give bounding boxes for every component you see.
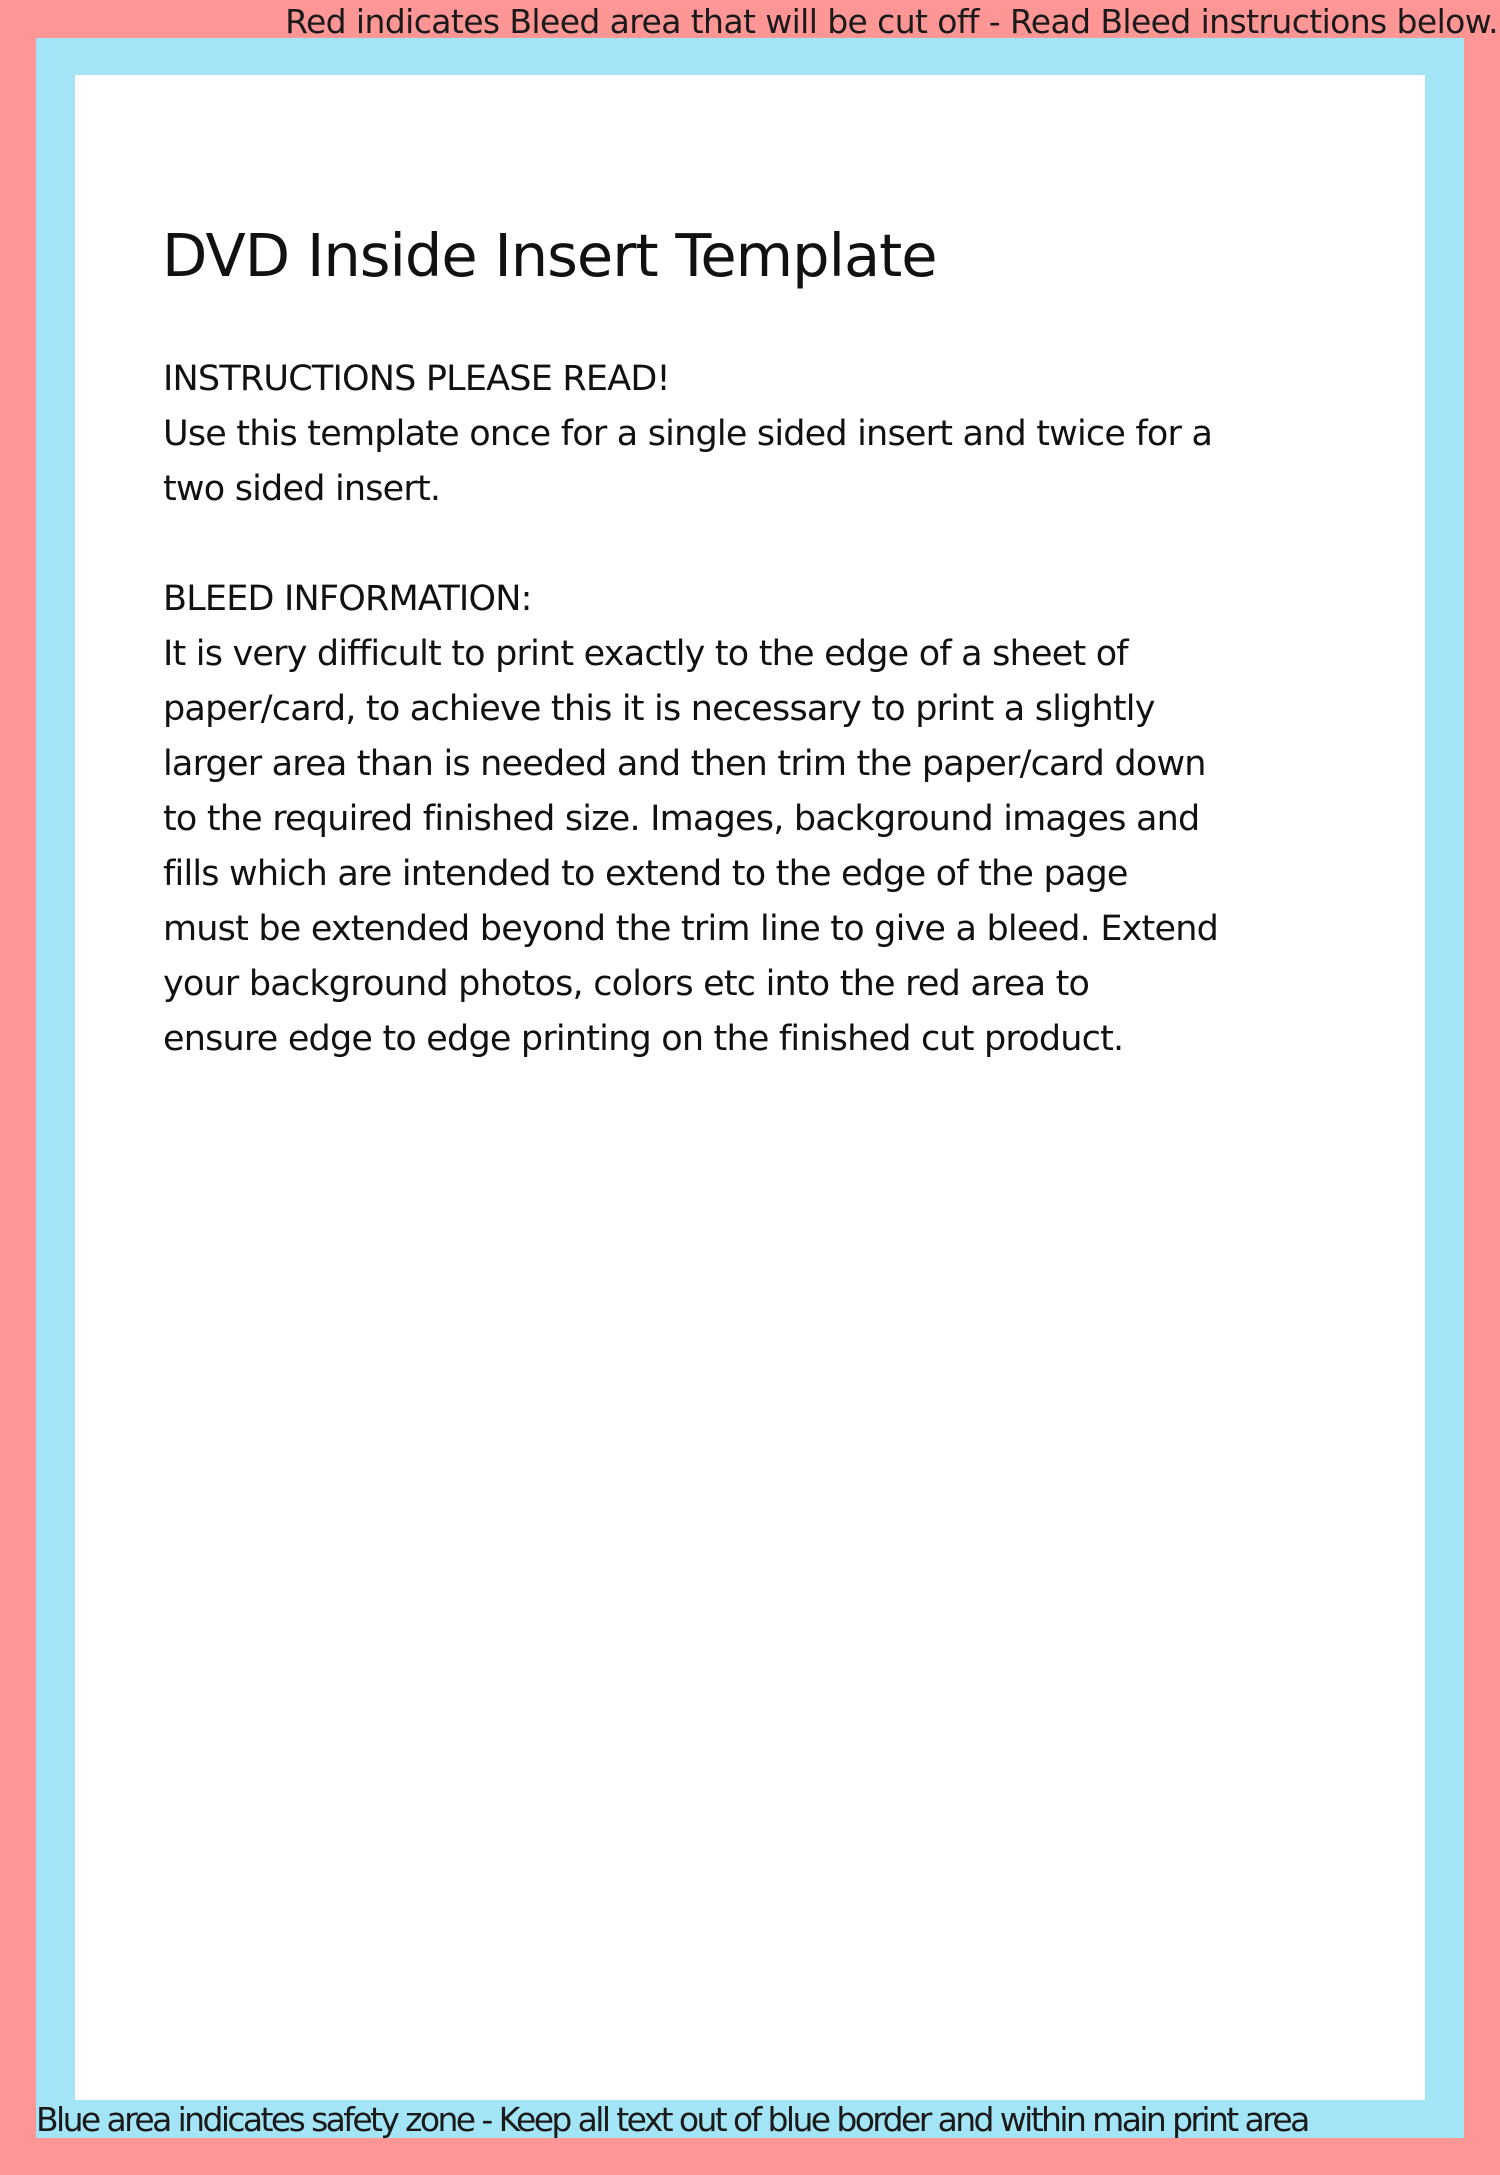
bleed-line: your background photos, colors etc into the red area to: [163, 964, 1090, 1004]
bleed-line: paper/card, to achieve this it is necessary to print a slightly: [163, 689, 1155, 729]
bleed-line: must be extended beyond the trim line to give a bleed. Extend: [163, 909, 1219, 949]
bleed-heading: BLEED INFORMATION:: [163, 579, 532, 619]
instructions-heading: INSTRUCTIONS PLEASE READ!: [163, 359, 670, 399]
bleed-line: larger area than is needed and then trim the paper/card down: [163, 744, 1206, 784]
bleed-note: Red indicates Bleed area that will be cut off - Read Bleed instructions below.: [285, 2, 1498, 41]
instructions-line: two sided insert.: [163, 469, 441, 509]
safety-zone-note: Blue area indicates safety zone - Keep all text out of blue border and within main print area: [36, 2100, 1308, 2139]
bleed-line: It is very difficult to print exactly to the edge of a sheet of: [163, 634, 1128, 674]
bleed-line: ensure edge to edge printing on the finished cut product.: [163, 1019, 1124, 1059]
bleed-line: fills which are intended to extend to the edge of the page: [163, 854, 1128, 894]
instructions-line: Use this template once for a single sided insert and twice for a: [163, 414, 1213, 454]
instructions-body: [163, 352, 1378, 1067]
bleed-line: to the required finished size. Images, background images and: [163, 799, 1200, 839]
document-title: DVD Inside Insert Template: [162, 221, 937, 290]
